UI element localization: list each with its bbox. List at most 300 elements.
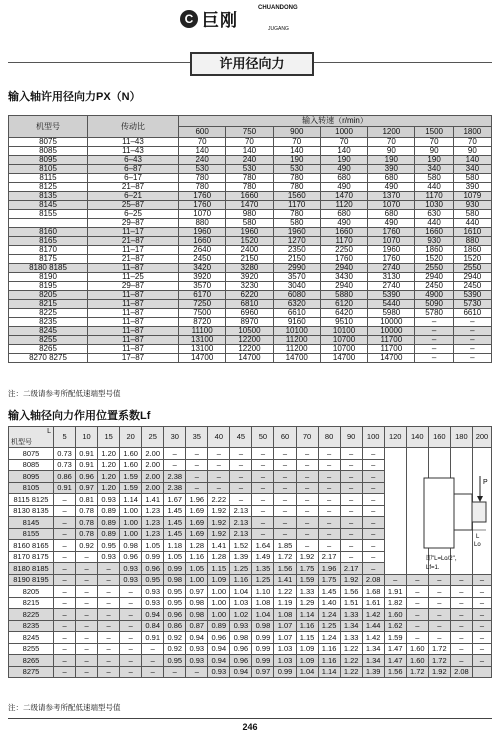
table-cell: – — [186, 471, 208, 483]
table-cell: – — [230, 482, 252, 494]
table-cell: 1.08 — [252, 597, 274, 609]
table-cell: – — [415, 327, 453, 336]
table-cell: 2450 — [415, 282, 453, 291]
section1-note: 注：二级请参考所配低速端型号值 — [8, 389, 121, 398]
table-cell: 3040 — [273, 282, 320, 291]
table-cell: 1560 — [273, 192, 320, 201]
table-cell: 0.94 — [208, 643, 230, 655]
l-column-header: 45 — [230, 427, 252, 448]
table-cell: – — [340, 448, 362, 460]
table-cell: – — [274, 448, 296, 460]
table-cell: 9160 — [273, 318, 320, 327]
table-cell: 930 — [415, 237, 453, 246]
table-cell: – — [142, 666, 164, 678]
table-cell: 8235 — [9, 620, 54, 632]
table-cell: 0.92 — [164, 643, 186, 655]
table-cell: 880 — [179, 219, 226, 228]
table-cell: 6–25 — [88, 210, 179, 219]
table-cell: 1.41 — [208, 540, 230, 552]
table-cell: – — [318, 540, 340, 552]
l-column-header: 10 — [76, 427, 98, 448]
table-cell: 1.61 — [362, 597, 384, 609]
table-cell: 5390 — [368, 291, 415, 300]
table-cell: 1660 — [179, 237, 226, 246]
table-cell: 630 — [415, 210, 453, 219]
table-row — [9, 643, 492, 655]
table-cell: 70 — [320, 138, 367, 147]
table-cell: 8255 — [9, 643, 54, 655]
table-cell: 0.94 — [186, 632, 208, 644]
table-cell: – — [296, 459, 318, 471]
l-column-header: 15 — [98, 427, 120, 448]
table-cell: 1760 — [368, 228, 415, 237]
table-cell: 1.96 — [186, 494, 208, 506]
table-cell: 1760 — [179, 192, 226, 201]
table-cell: – — [318, 528, 340, 540]
speed-header: 1200 — [368, 127, 415, 138]
table-cell: 5730 — [453, 300, 491, 309]
table-cell: 11–87 — [88, 291, 179, 300]
table-cell: 1.34 — [340, 620, 362, 632]
table-cell: 140 — [273, 147, 320, 156]
table-cell: 0.98 — [252, 620, 274, 632]
table-cell: 8130 8135 — [9, 505, 54, 517]
table-cell: 2.00 — [142, 448, 164, 460]
table-cell: – — [230, 448, 252, 460]
table-row — [9, 471, 492, 483]
table-cell: 1.00 — [186, 574, 208, 586]
table-cell: 29–87 — [88, 219, 179, 228]
table-cell: 5780 — [415, 309, 453, 318]
table-cell: 2.08 — [450, 666, 472, 678]
table-cell — [384, 505, 406, 517]
table-cell: 2990 — [273, 264, 320, 273]
table-cell — [472, 666, 491, 678]
table-cell: 10100 — [273, 327, 320, 336]
table-cell: 2.22 — [208, 494, 230, 506]
table-cell: 780 — [179, 183, 226, 192]
table-cell: – — [472, 643, 491, 655]
table-cell: 2250 — [320, 246, 367, 255]
table-cell: 0.94 — [230, 666, 252, 678]
table-cell: – — [362, 482, 384, 494]
table-cell: 0.93 — [120, 574, 142, 586]
table-cell: 6–21 — [88, 192, 179, 201]
table-cell: 1.00 — [120, 528, 142, 540]
table-cell: 90 — [368, 147, 415, 156]
table-cell: – — [120, 597, 142, 609]
table-cell: 10500 — [226, 327, 273, 336]
table-cell: 1079 — [453, 192, 491, 201]
corner-header-l: L — [47, 428, 51, 435]
table-cell: 0.73 — [54, 459, 76, 471]
table-row — [9, 505, 492, 517]
table-cell: 680 — [368, 174, 415, 183]
table-cell: 0.92 — [164, 632, 186, 644]
table-cell: 11–87 — [88, 327, 179, 336]
table-cell: 1070 — [368, 237, 415, 246]
table-cell: 1070 — [368, 201, 415, 210]
table-cell — [472, 448, 491, 460]
table-cell: 0.93 — [230, 620, 252, 632]
table-cell: 340 — [415, 165, 453, 174]
table-cell: 1.72 — [406, 666, 428, 678]
table-cell: 21–87 — [88, 255, 179, 264]
table-cell: 3570 — [179, 282, 226, 291]
table-cell: 0.93 — [208, 666, 230, 678]
table-cell: 2.13 — [230, 505, 252, 517]
table-cell: 11–87 — [88, 309, 179, 318]
table-cell: 2450 — [453, 282, 491, 291]
table-cell: 1.04 — [296, 666, 318, 678]
table-cell: 1.16 — [230, 574, 252, 586]
table-cell: 1.44 — [362, 620, 384, 632]
table-cell: 1.56 — [384, 666, 406, 678]
table-cell: 1.60 — [384, 609, 406, 621]
table-cell: 0.96 — [230, 643, 252, 655]
table-cell: 1.09 — [296, 655, 318, 667]
lo-label: Lo — [474, 542, 481, 548]
table-cell: – — [472, 597, 491, 609]
table-cell: 8160 8165 — [9, 540, 54, 552]
table-cell: 1.92 — [428, 666, 450, 678]
table-cell: 0.91 — [76, 459, 98, 471]
table-cell: – — [340, 505, 362, 517]
table-cell: 11700 — [368, 345, 415, 354]
table-cell: 8075 — [9, 138, 88, 147]
table-cell: 1.07 — [274, 632, 296, 644]
lf-coefficient-table — [8, 426, 492, 678]
table-cell: 14700 — [273, 354, 320, 363]
table-row — [9, 528, 492, 540]
table-cell — [450, 459, 472, 471]
table-cell: – — [415, 336, 453, 345]
table-cell: – — [362, 517, 384, 529]
table-cell: – — [274, 471, 296, 483]
table-cell: 390 — [368, 165, 415, 174]
table-cell: 3280 — [226, 264, 273, 273]
table-cell: 3920 — [226, 273, 273, 282]
l-column-header: 30 — [164, 427, 186, 448]
table-cell: 1.51 — [340, 597, 362, 609]
table-cell: 1.67 — [164, 494, 186, 506]
table-cell: – — [296, 505, 318, 517]
table-row — [9, 563, 492, 575]
table-cell: – — [428, 586, 450, 598]
table-cell: 11–17 — [88, 246, 179, 255]
table-cell: 0.96 — [142, 563, 164, 575]
table-cell: – — [318, 482, 340, 494]
table-cell: – — [472, 620, 491, 632]
table-cell: 8095 — [9, 156, 88, 165]
table-cell: – — [208, 471, 230, 483]
table-cell: 1.91 — [384, 586, 406, 598]
table-cell: 8190 — [9, 273, 88, 282]
table-cell: 1.05 — [164, 551, 186, 563]
table-cell: 530 — [226, 165, 273, 174]
l-column-header: 90 — [340, 427, 362, 448]
table-cell: 11700 — [368, 336, 415, 345]
table-cell: 490 — [368, 219, 415, 228]
l-column-header: 100 — [362, 427, 384, 448]
table-cell: 0.73 — [54, 448, 76, 460]
table-cell: 1.34 — [362, 655, 384, 667]
table-cell: – — [340, 494, 362, 506]
table-cell: 530 — [179, 165, 226, 174]
table-row — [9, 459, 492, 471]
table-cell: – — [98, 643, 120, 655]
table-cell: – — [76, 563, 98, 575]
table-cell: 8235 — [9, 318, 88, 327]
table-cell: 0.99 — [164, 563, 186, 575]
table-cell: – — [274, 459, 296, 471]
table-cell: – — [142, 643, 164, 655]
table-cell: – — [340, 528, 362, 540]
table-cell: 8215 — [9, 597, 54, 609]
table-cell — [472, 459, 491, 471]
table-cell: 21–87 — [88, 183, 179, 192]
table-cell: 8170 8175 — [9, 551, 54, 563]
table-cell: 2.17 — [340, 563, 362, 575]
table-cell: 70 — [273, 138, 320, 147]
table-cell: – — [54, 609, 76, 621]
table-cell: 10000 — [368, 318, 415, 327]
table-cell: 0.97 — [76, 482, 98, 494]
table-cell: – — [54, 632, 76, 644]
table-cell: 440 — [415, 219, 453, 228]
table-cell: 2.38 — [164, 471, 186, 483]
table-cell — [450, 448, 472, 460]
table-cell: 780 — [273, 183, 320, 192]
table-cell: – — [274, 517, 296, 529]
speed-header: 750 — [226, 127, 273, 138]
table-cell: – — [164, 666, 186, 678]
table-cell: 1.00 — [208, 586, 230, 598]
table-cell: 580 — [226, 219, 273, 228]
table-cell: 490 — [320, 183, 367, 192]
table-cell: 2350 — [273, 246, 320, 255]
table-cell — [384, 482, 406, 494]
table-cell: 1.92 — [208, 528, 230, 540]
table-cell: – — [54, 597, 76, 609]
table-cell: – — [76, 620, 98, 632]
table-cell: – — [252, 517, 274, 529]
table-row — [9, 482, 492, 494]
table-cell: 1.45 — [164, 528, 186, 540]
table-cell: 3420 — [179, 264, 226, 273]
table-cell: – — [406, 597, 428, 609]
table-row — [9, 609, 492, 621]
table-cell: – — [252, 528, 274, 540]
table-cell: 0.92 — [76, 540, 98, 552]
table-cell: – — [340, 471, 362, 483]
table-cell: 780 — [226, 174, 273, 183]
table-cell: 1.18 — [164, 540, 186, 552]
table-cell: – — [252, 448, 274, 460]
table-cell: 490 — [320, 219, 367, 228]
table-cell: 8145 — [9, 201, 88, 210]
table-cell: 6–17 — [88, 174, 179, 183]
table-cell: 1170 — [273, 201, 320, 210]
table-cell: 780 — [273, 174, 320, 183]
table-cell: 8255 — [9, 336, 88, 345]
table-cell: 8190 8195 — [9, 574, 54, 586]
table-row — [9, 655, 492, 667]
section1-title: 输入轴许用径向力PX（N） — [8, 91, 141, 103]
table-cell: 1.16 — [296, 620, 318, 632]
table-row — [9, 574, 492, 586]
speed-header: 1500 — [415, 127, 453, 138]
table-cell: 440 — [453, 219, 491, 228]
table-cell: 1.60 — [120, 448, 142, 460]
table-cell: 1170 — [415, 192, 453, 201]
table-cell: 5880 — [320, 291, 367, 300]
table-cell: 1.72 — [274, 551, 296, 563]
table-cell: 140 — [320, 147, 367, 156]
table-cell: 3570 — [273, 273, 320, 282]
table-cell: 2.17 — [318, 551, 340, 563]
table-cell: 1.20 — [98, 482, 120, 494]
table-cell: 0.91 — [142, 632, 164, 644]
table-cell: 1.00 — [120, 505, 142, 517]
table-cell: 1.59 — [384, 632, 406, 644]
table-cell: 1.15 — [296, 632, 318, 644]
table-cell: 580 — [453, 174, 491, 183]
table-cell: 140 — [226, 147, 273, 156]
table-cell: 2150 — [226, 255, 273, 264]
section2-title: 输入轴径向力作用位置系数Lf — [8, 410, 151, 422]
table-cell: – — [230, 494, 252, 506]
l-column-header: 70 — [296, 427, 318, 448]
table-row — [9, 632, 492, 644]
table-cell: 1.60 — [120, 459, 142, 471]
table-cell: – — [453, 327, 491, 336]
table-cell: – — [340, 517, 362, 529]
table-cell: 580 — [273, 219, 320, 228]
table-cell: 240 — [226, 156, 273, 165]
table-cell: – — [406, 574, 428, 586]
table-cell: 5390 — [453, 291, 491, 300]
table-cell: – — [164, 448, 186, 460]
table-cell: 0.84 — [142, 620, 164, 632]
l-column-header: 35 — [186, 427, 208, 448]
table-cell: 1.82 — [384, 597, 406, 609]
table-cell: – — [428, 632, 450, 644]
table-cell: – — [362, 540, 384, 552]
table-cell: – — [362, 551, 384, 563]
table-cell: 1.22 — [340, 643, 362, 655]
formula-1: 即"L=Lo/2"， — [426, 556, 461, 562]
table-cell: – — [450, 643, 472, 655]
table-cell: 0.99 — [274, 666, 296, 678]
table-cell: – — [318, 494, 340, 506]
table-cell: 8085 — [9, 459, 54, 471]
table-cell: 1.09 — [208, 574, 230, 586]
table-cell: 1.23 — [142, 528, 164, 540]
table-cell: 8170 — [9, 246, 88, 255]
table-row — [9, 517, 492, 529]
table-cell: 1.24 — [318, 609, 340, 621]
table-cell: – — [54, 528, 76, 540]
table-cell: – — [428, 574, 450, 586]
table-cell: 0.95 — [164, 586, 186, 598]
table-cell: 2740 — [368, 282, 415, 291]
table-cell: – — [120, 643, 142, 655]
table-cell: – — [318, 471, 340, 483]
table-cell: 530 — [273, 165, 320, 174]
table-cell: 0.86 — [164, 620, 186, 632]
table-cell: – — [120, 655, 142, 667]
table-cell: 10700 — [320, 336, 367, 345]
table-cell: 1.14 — [296, 609, 318, 621]
table-cell: – — [54, 494, 76, 506]
table-cell: 0.78 — [76, 505, 98, 517]
table-cell: – — [406, 609, 428, 621]
table-cell: 0.96 — [76, 471, 98, 483]
table-cell: – — [406, 632, 428, 644]
table-cell: – — [252, 459, 274, 471]
table-cell: 680 — [320, 210, 367, 219]
table-cell: – — [472, 655, 491, 667]
table-cell: 240 — [179, 156, 226, 165]
table-cell: 7500 — [179, 309, 226, 318]
table-cell — [384, 517, 406, 529]
table-cell: – — [76, 655, 98, 667]
table-cell: – — [472, 632, 491, 644]
table-cell: – — [252, 471, 274, 483]
table-cell: 1.60 — [406, 655, 428, 667]
table-cell: – — [318, 517, 340, 529]
table-cell: – — [98, 574, 120, 586]
table-cell: – — [453, 345, 491, 354]
table-cell: – — [54, 666, 76, 678]
table-cell: 1120 — [320, 201, 367, 210]
table-cell: 1.68 — [362, 586, 384, 598]
table-cell: – — [76, 574, 98, 586]
table-cell: 6220 — [226, 291, 273, 300]
table-cell: 1.29 — [296, 597, 318, 609]
table-cell: – — [76, 643, 98, 655]
table-cell: 1.07 — [274, 620, 296, 632]
table-cell: 1.41 — [142, 494, 164, 506]
table-cell: 1.08 — [274, 609, 296, 621]
table-cell: – — [453, 318, 491, 327]
l-column-header: 200 — [472, 427, 491, 448]
table-cell: – — [98, 666, 120, 678]
table-cell: 1.64 — [252, 540, 274, 552]
table-cell: 3920 — [179, 273, 226, 282]
table-cell: – — [274, 482, 296, 494]
table-cell: 1.09 — [296, 643, 318, 655]
table-cell: 6960 — [226, 309, 273, 318]
table-cell: 1.41 — [274, 574, 296, 586]
table-cell: – — [340, 459, 362, 471]
table-cell: 11–87 — [88, 336, 179, 345]
table-cell: 1.22 — [340, 666, 362, 678]
table-cell — [384, 448, 406, 460]
table-cell: 2640 — [179, 246, 226, 255]
table-cell: 0.93 — [186, 643, 208, 655]
table-cell: 680 — [368, 210, 415, 219]
table-cell: – — [54, 586, 76, 598]
table-cell: – — [120, 609, 142, 621]
table-cell: 0.81 — [76, 494, 98, 506]
l-column-header: 160 — [428, 427, 450, 448]
table-cell: – — [340, 540, 362, 552]
table-cell: 8265 — [9, 345, 88, 354]
table-cell: – — [54, 540, 76, 552]
table-cell: 780 — [179, 174, 226, 183]
